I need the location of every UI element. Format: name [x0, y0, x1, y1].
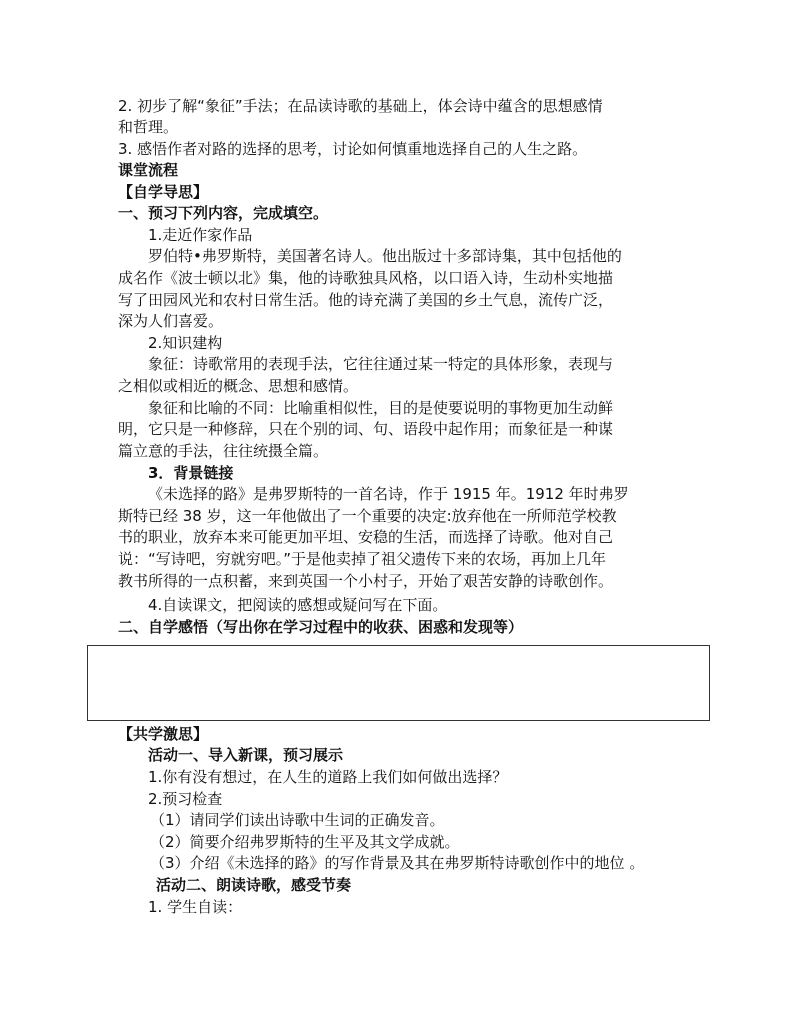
symbol-definition-line-1: 象征：诗歌常用的表现手法，它往往通过某一特定的具体形象，表现与 — [148, 355, 614, 373]
shared-study-heading: 【共学激思】 — [118, 725, 209, 743]
background-line-3: 书的职业，放弃本来可能更加平坦、安稳的生活，而选择了诗歌。他对自己 — [118, 528, 614, 546]
symbol-metaphor-diff-line-2: 明，它只是一种修辞，只在个别的词、句、语段中起作用；而象征是一种谋 — [118, 420, 614, 438]
author-paragraph-line-1: 罗伯特•弗罗斯特，美国著名诗人。他出版过十多部诗集，其中包括他的 — [148, 247, 622, 265]
activity-2-question-1: 1. 学生自读： — [148, 898, 243, 916]
activity-1-heading: 活动一、导入新课，预习展示 — [148, 746, 344, 764]
goal-2-line-1: 2. 初步了解“象征”手法；在品读诗歌的基础上，体会诗中蕴含的思想感情 — [118, 97, 603, 115]
item-2-title: 2.知识建构 — [148, 334, 223, 352]
background-line-1: 《未选择的路》是弗罗斯特的一首名诗，作于 1915 年。1912 年时弗罗 — [148, 485, 629, 503]
reflection-answer-box[interactable] — [87, 645, 710, 721]
item-1-title: 1.走近作家作品 — [148, 226, 253, 244]
author-paragraph-line-3: 写了田园风光和农村日常生活。他的诗充满了美国的乡土气息，流传广泛， — [118, 291, 614, 309]
activity-1-subquestion-2: （2）简要介绍弗罗斯特的生平及其文学成就。 — [150, 833, 460, 851]
goal-2-line-2: 和哲理。 — [118, 118, 179, 136]
self-study-heading: 【自学导思】 — [118, 183, 209, 201]
part-2-heading: 二、自学感悟（写出你在学习过程中的收获、困惑和发现等） — [118, 618, 524, 636]
process-heading: 课堂流程 — [118, 161, 179, 179]
background-line-2: 斯特已经 38 岁，这一年他做出了一个重要的决定:放弃他在一所师范学校教 — [118, 507, 617, 525]
item-4: 4.自读课文，把阅读的感想或疑问写在下面。 — [148, 596, 448, 614]
goal-3: 3. 感悟作者对路的选择的思考，讨论如何慎重地选择自己的人生之路。 — [118, 140, 588, 158]
activity-1-question-2: 2.预习检查 — [148, 790, 223, 808]
activity-1-subquestion-1: （1）请同学们读出诗歌中生词的正确发音。 — [150, 811, 445, 829]
symbol-metaphor-diff-line-1: 象征和比喻的不同：比喻重相似性，目的是使要说明的事物更加生动鲜 — [148, 399, 614, 417]
author-paragraph-line-4: 深为人们喜爱。 — [118, 312, 224, 330]
background-line-5: 教书所得的一点积蓄，来到英国一个小村子，开始了艰苦安静的诗歌创作。 — [118, 572, 614, 590]
symbol-metaphor-diff-line-3: 篇立意的手法，往往统摄全篇。 — [118, 442, 329, 460]
author-paragraph-line-2: 成名作《波士顿以北》集，他的诗歌独具风格，以口语入诗，生动朴实地描 — [118, 269, 614, 287]
activity-1-subquestion-3: （3）介绍《未选择的路》的写作背景及其在弗罗斯特诗歌创作中的地位 。 — [150, 854, 645, 872]
symbol-definition-line-2: 之相似或相近的概念、思想和感情。 — [118, 377, 359, 395]
item-3-title: 3．背景链接 — [148, 464, 234, 482]
activity-1-question-1: 1.你有没有想过，在人生的道路上我们如何做出选择？ — [148, 768, 508, 786]
background-line-4: 说：“写诗吧，穷就穷吧。”于是他卖掉了祖父遗传下来的农场，再加上几年 — [118, 550, 607, 568]
part-1-heading: 一、预习下列内容，完成填空。 — [118, 204, 329, 222]
activity-2-heading: 活动二、朗读诗歌，感受节奏 — [156, 876, 352, 894]
